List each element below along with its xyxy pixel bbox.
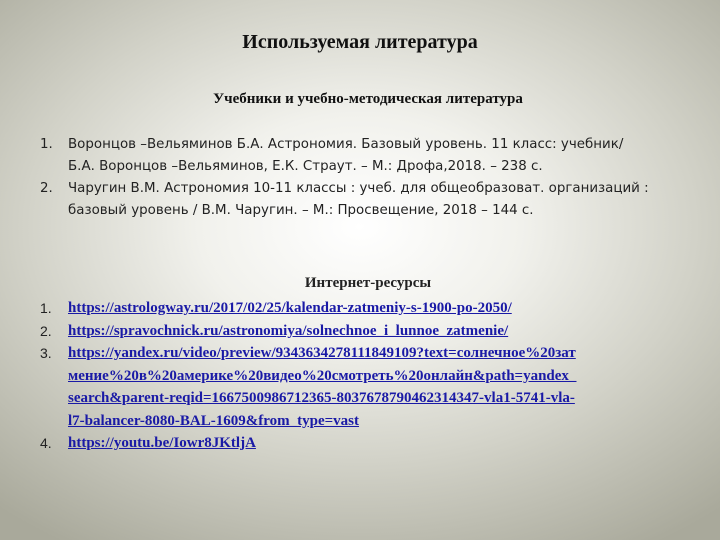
textbook-item xyxy=(40,178,710,222)
link-number: 2. xyxy=(40,322,52,339)
spravochnick-link[interactable] xyxy=(68,323,508,339)
internet-resources-heading: Интернет-ресурсы xyxy=(304,275,432,291)
textbooks-heading: Учебники и учебно-методическая литература xyxy=(213,91,523,107)
textbook-line: Чаругин В.М. Астрономия 10-11 классы : учеб. для общеобразоват. организаций : xyxy=(68,181,649,196)
link-item xyxy=(40,342,700,432)
textbook-line: Б.А. Воронцов –Вельяминов, Е.К. Страут. – М.: Дрофа,2018. – 238 с. xyxy=(68,159,543,174)
link-line: l7-balancer-8080-BAL-1609&from_type=vast xyxy=(68,412,360,429)
link-number: 1. xyxy=(40,300,52,316)
link-item xyxy=(40,297,700,320)
link-line: https://yandex.ru/video/preview/9343634278111849109?text=солнечное%20зат xyxy=(68,345,576,361)
textbook-line: Воронцов –Вельяминов Б.А. Астрономия. Базовый уровень. 11 класс: учебник/ xyxy=(68,137,624,152)
textbook-line: базовый уровень / В.М. Чаругин. – М.: Просвещение, 2018 – 144 с. xyxy=(68,203,534,218)
astrologway-link[interactable] xyxy=(68,300,512,316)
link-line: search&parent-reqid=1667500986712365-8037678790462314347-vla1-5741-vla- xyxy=(68,390,575,406)
link-number: 4. xyxy=(40,435,52,451)
link-item xyxy=(40,432,700,455)
link-item xyxy=(40,320,700,343)
textbook-item xyxy=(40,134,710,178)
link-line: https://youtu.be/Iowr8JKtljA xyxy=(68,435,256,451)
link-list xyxy=(40,297,700,455)
youtube-link[interactable] xyxy=(68,435,256,451)
textbook-list xyxy=(40,134,710,222)
textbook-number: 1. xyxy=(40,137,53,152)
link-line: мение%20в%20америке%20видео%20смотреть%20онлайн&path=yandex_ xyxy=(68,367,577,384)
link-line: https://spravochnick.ru/astronomiya/solnechnoe_i_lunnoe_zatmenie/ xyxy=(68,322,509,339)
yandex-video-link[interactable] xyxy=(68,345,576,429)
link-line: https://astrologway.ru/2017/02/25/kalendar-zatmeniy-s-1900-po-2050/ xyxy=(68,300,512,316)
link-number: 3. xyxy=(40,345,52,361)
slide-title: Используемая литература xyxy=(242,31,478,53)
textbook-number: 2. xyxy=(40,181,53,196)
